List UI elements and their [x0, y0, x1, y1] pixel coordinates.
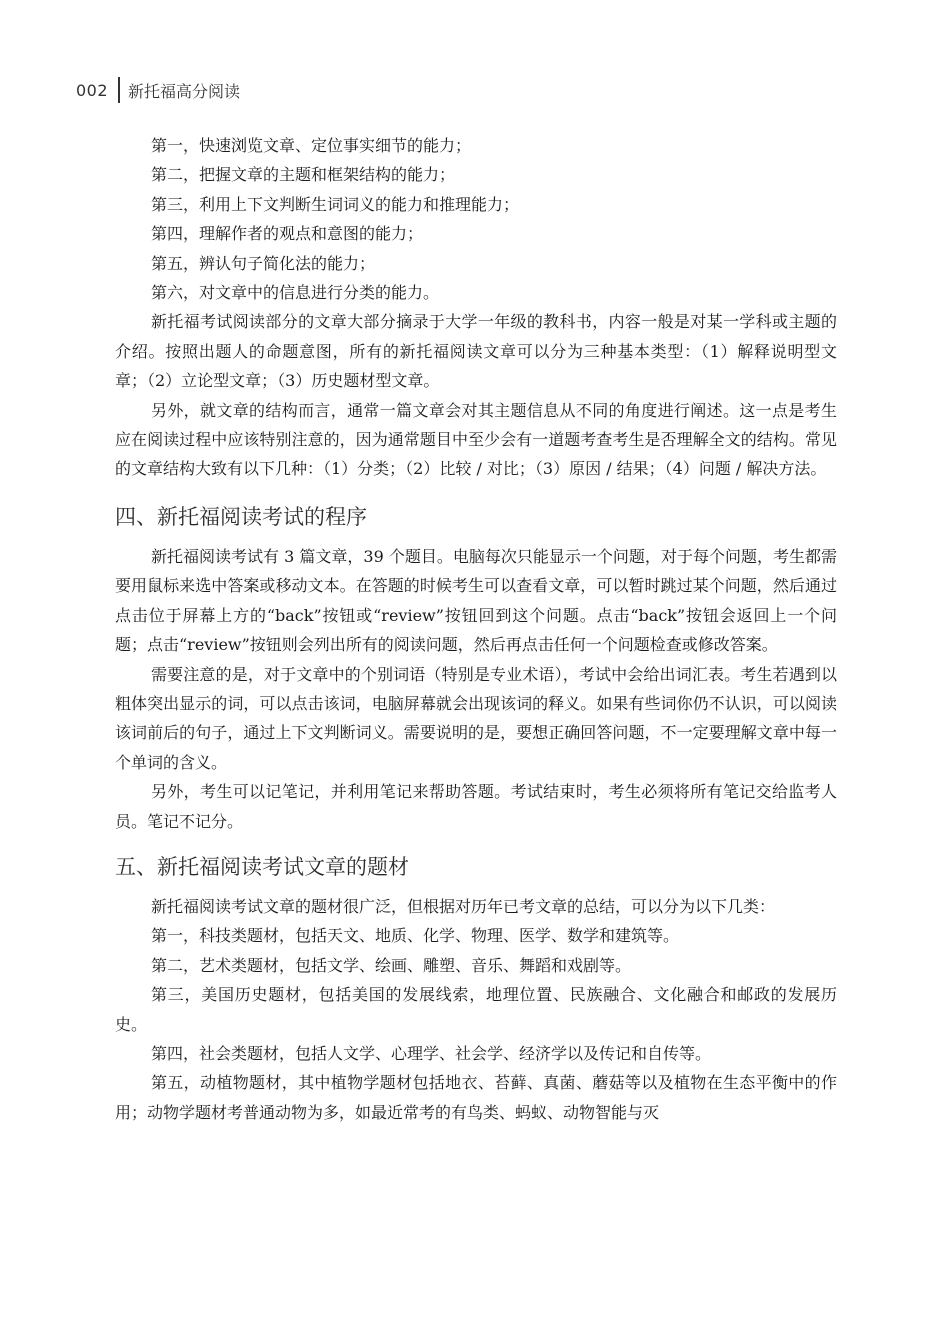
section5-paragraph: 第二，艺术类题材，包括文学、绘画、雕塑、音乐、舞蹈和戏剧等。: [151, 955, 632, 975]
page-number: 002: [76, 80, 109, 100]
ability-item: 第一，快速浏览文章、定位事实细节的能力；: [151, 136, 472, 155]
intro-paragraph: 另外，就文章的结构而言，通常一篇文章会对其主题信息从不同的角度进行阐述。这一点是考生应在阅读过程中应该特别注意的，因为通常题目中至少会有一道题考查考生是否理解全文的结构。常见的文章结构大致有以下几种：（1）分类；（2）比较 / 对比；（3）原因 / 结果；（4）问题 / 解决方法。: [115, 400, 837, 479]
section5-paragraph: 第三，美国历史题材，包括美国的发展线索，地理位置、民族融合、文化融合和邮政的发展历史。: [115, 985, 837, 1034]
section-heading-topics: 五、新托福阅读考试文章的题材: [115, 854, 409, 879]
section-heading-procedure: 四、新托福阅读考试的程序: [115, 504, 367, 529]
book-title: 新托福高分阅读: [128, 81, 241, 101]
ability-item: 第六，对文章中的信息进行分类的能力。: [151, 283, 440, 303]
ability-list: [115, 131, 837, 307]
section5-paragraph: 第四，社会类题材，包括人文学、心理学、社会学、经济学以及传记和自传等。: [151, 1043, 712, 1063]
ability-item: 第三，利用上下文判断生词词义的能力和推理能力；: [151, 194, 520, 214]
section5-paragraph: 新托福阅读考试文章的题材很广泛，但根据对历年已考文章的总结，可以分为以下几类：: [151, 896, 776, 916]
ability-item: 第五，辨认句子简化法的能力；: [151, 253, 376, 273]
header-divider: [118, 77, 120, 103]
section5-paragraph: 第一，科技类题材，包括天文、地质、化学、物理、医学、数学和建筑等。: [151, 926, 680, 946]
section5-paragraph: 第五，动植物题材，其中植物学题材包括地衣、苔藓、真菌、蘑菇等以及植物在生态平衡中的作用；动物学题材考普通动物为多，如最近常考的有鸟类、蚂蚁、动物智能与灭: [115, 1073, 837, 1122]
section4-paragraph: 另外，考生可以记笔记，并利用笔记来帮助答题。考试结束时，考生必须将所有笔记交给监考人员。笔记不记分。: [115, 782, 837, 831]
section4-paragraph: 新托福阅读考试有 3 篇文章，39 个题目。电脑每次只能显示一个问题，对于每个问题，考生都需要用鼠标来选中答案或移动文本。在答题的时候考生可以查看文章，可以暂时跳过某个问题，然后通过点击位于屏幕上方的“back”按钮或“review”按钮回到这个问题。点击“back”按钮会返回上一个问题；点击“review”按钮则会列出所有的阅读问题，然后再点击任何一个问题检查或修改答案。: [115, 546, 837, 655]
page-body: [115, 131, 837, 1127]
intro-paragraph: 新托福考试阅读部分的文章大部分摘录于大学一年级的教科书，内容一般是对某一学科或主题的介绍。按照出题人的命题意图，所有的新托福阅读文章可以分为三种基本类型：（1）解释说明型文章；（2）立论型文章；（3）历史题材型文章。: [115, 312, 837, 391]
ability-item: 第四，理解作者的观点和意图的能力；: [151, 224, 424, 244]
ability-item: 第二，把握文章的主题和框架结构的能力；: [151, 165, 456, 185]
section4-paragraph: 需要注意的是，对于文章中的个别词语（特别是专业术语），考试中会给出词汇表。考生若遇到以粗体突出显示的词，可以点击该词，电脑屏幕就会出现该词的释义。如果有些词你仍不认识，可以阅读该词前后的句子，通过上下文判断词义。需要说明的是，要想正确回答问题，不一定要理解文章中每一个单词的含义。: [115, 664, 837, 772]
running-header: [76, 78, 240, 102]
